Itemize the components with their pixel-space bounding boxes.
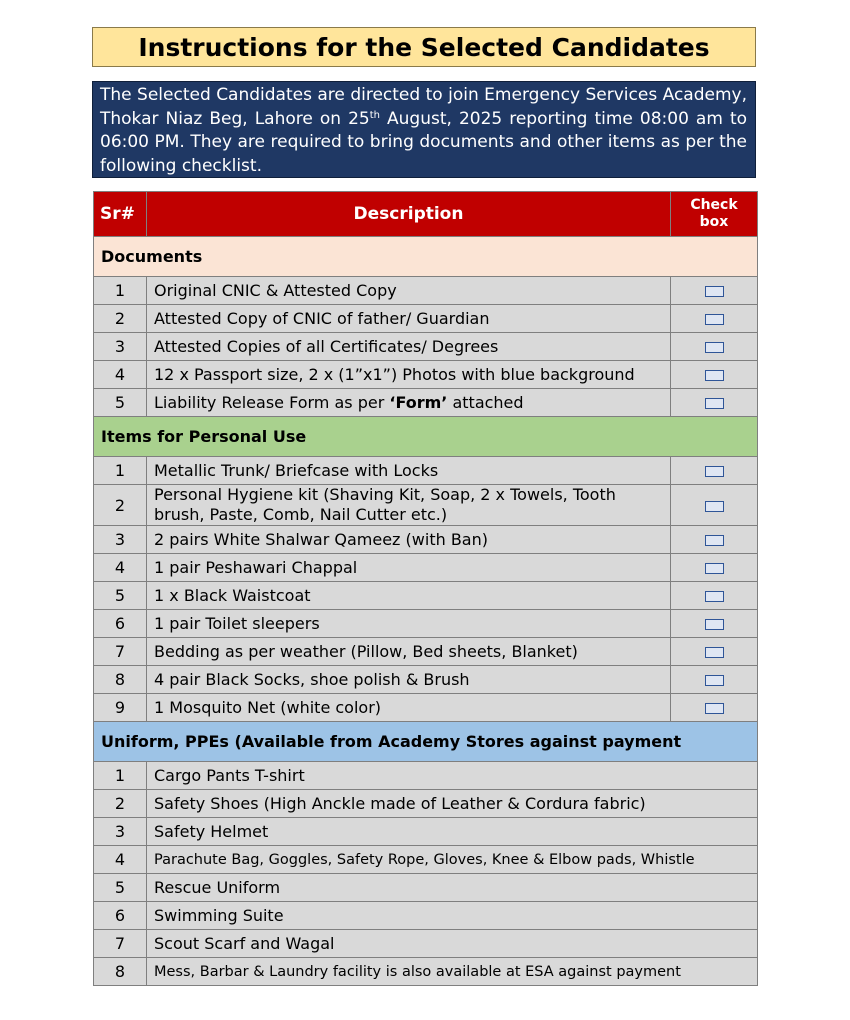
table-row bbox=[94, 485, 758, 526]
checkbox-icon[interactable] bbox=[705, 647, 724, 658]
row-description: Original CNIC & Attested Copy bbox=[147, 277, 671, 305]
row-description: Cargo Pants T-shirt bbox=[147, 762, 758, 790]
header-check-line1: Check bbox=[690, 197, 738, 213]
checkbox-icon[interactable] bbox=[705, 466, 724, 477]
row-number: 9 bbox=[94, 694, 147, 722]
row-description: Attested Copy of CNIC of father/ Guardian bbox=[147, 305, 671, 333]
row-checkbox-cell bbox=[671, 277, 758, 305]
table-row bbox=[94, 790, 758, 818]
row-number: 6 bbox=[94, 610, 147, 638]
row-checkbox-cell bbox=[671, 457, 758, 485]
row-description: Attested Copies of all Certificates/ Degrees bbox=[147, 333, 671, 361]
row-number: 1 bbox=[94, 277, 147, 305]
row-checkbox-cell bbox=[671, 485, 758, 526]
table-row bbox=[94, 277, 758, 305]
row-description: Rescue Uniform bbox=[147, 874, 758, 902]
table-row bbox=[94, 818, 758, 846]
row-description: Bedding as per weather (Pillow, Bed sheets, Blanket) bbox=[147, 638, 671, 666]
row-number: 5 bbox=[94, 582, 147, 610]
section-documents bbox=[94, 237, 758, 277]
table-row bbox=[94, 666, 758, 694]
checklist-table bbox=[93, 191, 758, 986]
table-row bbox=[94, 526, 758, 554]
checkbox-icon[interactable] bbox=[705, 563, 724, 574]
row-description: 4 pair Black Socks, shoe polish & Brush bbox=[147, 666, 671, 694]
row-checkbox-cell bbox=[671, 389, 758, 417]
table-row bbox=[94, 762, 758, 790]
row-number: 1 bbox=[94, 457, 147, 485]
row-number: 7 bbox=[94, 930, 147, 958]
table-row bbox=[94, 582, 758, 610]
row-description: 1 Mosquito Net (white color) bbox=[147, 694, 671, 722]
row-description: Metallic Trunk/ Briefcase with Locks bbox=[147, 457, 671, 485]
table-row bbox=[94, 610, 758, 638]
header-check-line2: box bbox=[699, 214, 729, 230]
row-description: 1 pair Peshawari Chappal bbox=[147, 554, 671, 582]
row-number: 2 bbox=[94, 305, 147, 333]
row-checkbox-cell bbox=[671, 305, 758, 333]
row-description: Mess, Barbar & Laundry facility is also available at ESA against payment bbox=[147, 958, 758, 986]
row-description: 1 x Black Waistcoat bbox=[147, 582, 671, 610]
checkbox-icon[interactable] bbox=[705, 619, 724, 630]
row-text-start: Liability Release Form as per bbox=[154, 392, 390, 412]
table-row bbox=[94, 389, 758, 417]
table-row bbox=[94, 305, 758, 333]
row-description: Personal Hygiene kit (Shaving Kit, Soap, 2 x Towels, Tooth brush, Paste, Comb, Nail Cutter etc.) bbox=[147, 485, 671, 526]
row-number: 3 bbox=[94, 333, 147, 361]
row-checkbox-cell bbox=[671, 526, 758, 554]
row-checkbox-cell bbox=[671, 582, 758, 610]
row-number: 8 bbox=[94, 958, 147, 986]
row-text-end: attached bbox=[447, 392, 524, 412]
row-number: 5 bbox=[94, 389, 147, 417]
row-number: 4 bbox=[94, 554, 147, 582]
checkbox-icon[interactable] bbox=[705, 370, 724, 381]
intro-text-end: August, 2025 reporting time 08:00 am to 06:00 PM. They are required to bring documents and other items as per the following checklist. bbox=[100, 108, 748, 176]
table-row bbox=[94, 846, 758, 874]
checkbox-icon[interactable] bbox=[705, 675, 724, 686]
row-description: Scout Scarf and Wagal bbox=[147, 930, 758, 958]
intro-text-start: The Selected Candidates are directed to join Emergency Services Academy, Thokar Niaz Beg, Lahore on 25 bbox=[100, 85, 747, 129]
section-title: Documents bbox=[94, 237, 758, 277]
row-number: 7 bbox=[94, 638, 147, 666]
row-number: 2 bbox=[94, 485, 147, 526]
checkbox-icon[interactable] bbox=[705, 398, 724, 409]
row-checkbox-cell bbox=[671, 666, 758, 694]
table-row bbox=[94, 361, 758, 389]
intro-paragraph bbox=[92, 81, 756, 178]
row-text-bold: ‘Form’ bbox=[389, 392, 448, 412]
table-row bbox=[94, 638, 758, 666]
row-number: 3 bbox=[94, 818, 147, 846]
row-number: 8 bbox=[94, 666, 147, 694]
row-number: 2 bbox=[94, 790, 147, 818]
row-checkbox-cell bbox=[671, 554, 758, 582]
page-title: Instructions for the Selected Candidates bbox=[92, 27, 756, 67]
row-number: 3 bbox=[94, 526, 147, 554]
row-checkbox-cell bbox=[671, 638, 758, 666]
section-uniform-ppes bbox=[94, 722, 758, 762]
row-number: 6 bbox=[94, 902, 147, 930]
checkbox-icon[interactable] bbox=[705, 342, 724, 353]
checkbox-icon[interactable] bbox=[705, 535, 724, 546]
table-header-row bbox=[94, 192, 758, 237]
table-row bbox=[94, 333, 758, 361]
checkbox-icon[interactable] bbox=[705, 703, 724, 714]
row-description bbox=[147, 389, 671, 417]
table-row bbox=[94, 457, 758, 485]
table-row bbox=[94, 930, 758, 958]
table-row bbox=[94, 694, 758, 722]
row-number: 4 bbox=[94, 361, 147, 389]
row-description: Parachute Bag, Goggles, Safety Rope, Gloves, Knee & Elbow pads, Whistle bbox=[147, 846, 758, 874]
table-row bbox=[94, 958, 758, 986]
row-description: Safety Shoes (High Anckle made of Leather & Cordura fabric) bbox=[147, 790, 758, 818]
checkbox-icon[interactable] bbox=[705, 314, 724, 325]
row-number: 1 bbox=[94, 762, 147, 790]
section-personal-use bbox=[94, 417, 758, 457]
table-row bbox=[94, 874, 758, 902]
header-description: Description bbox=[147, 192, 671, 237]
table-row bbox=[94, 902, 758, 930]
row-number: 5 bbox=[94, 874, 147, 902]
checkbox-icon[interactable] bbox=[705, 591, 724, 602]
row-description: Safety Helmet bbox=[147, 818, 758, 846]
header-sr: Sr# bbox=[94, 192, 147, 237]
table-row bbox=[94, 554, 758, 582]
row-description: 1 pair Toilet sleepers bbox=[147, 610, 671, 638]
row-checkbox-cell bbox=[671, 361, 758, 389]
checkbox-icon[interactable] bbox=[705, 286, 724, 297]
row-description: Swimming Suite bbox=[147, 902, 758, 930]
row-description: 12 x Passport size, 2 x (1”x1”) Photos with blue background bbox=[147, 361, 671, 389]
row-checkbox-cell bbox=[671, 694, 758, 722]
row-number: 4 bbox=[94, 846, 147, 874]
header-checkbox bbox=[671, 192, 758, 237]
checkbox-icon[interactable] bbox=[705, 501, 724, 512]
row-description: 2 pairs White Shalwar Qameez (with Ban) bbox=[147, 526, 671, 554]
row-checkbox-cell bbox=[671, 333, 758, 361]
intro-superscript: th bbox=[369, 109, 380, 121]
section-title: Items for Personal Use bbox=[94, 417, 758, 457]
section-title: Uniform, PPEs (Available from Academy Stores against payment bbox=[94, 722, 758, 762]
row-checkbox-cell bbox=[671, 610, 758, 638]
